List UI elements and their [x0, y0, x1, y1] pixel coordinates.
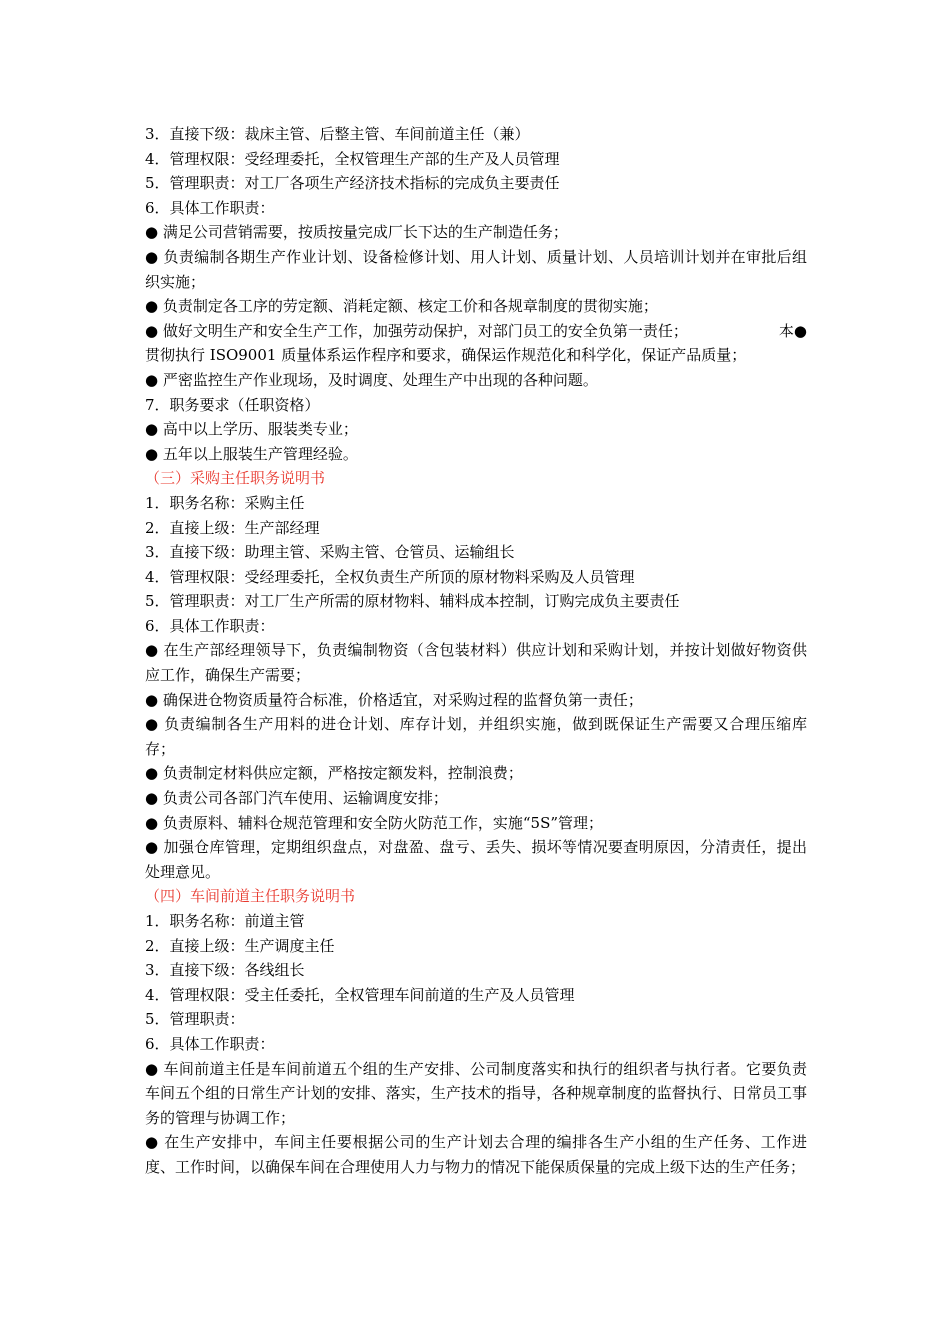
bullet-item: ● 负责公司各部门汽车使用、运输调度安排；: [145, 789, 448, 808]
text-line: 1．职务名称：前道主管: [145, 912, 305, 930]
text-line: 3．直接下级：各线组长: [145, 961, 305, 980]
text-line: 4．管理权限：受主任委托，全权管理车间前道的生产及人员管理: [145, 985, 575, 1004]
section-heading: （三）采购主任职务说明书: [145, 469, 326, 488]
text-line: 6．具体工作职责：: [145, 198, 275, 217]
bullet-item: ● 负责编制各期生产作业计划、设备检修计划、用人计划、质量计划、人员培训计划并在审批后组织实施；: [145, 247, 807, 291]
bullet-item: ● 在生产安排中，车间主任要根据公司的生产计划去合理的编排各生产小组的生产任务、工作进度、工作时间，以确保车间在合理使用人力与物力的情况下能保质保量的完成上级下达的生产任务；: [145, 1133, 807, 1176]
text-line: 1．职务名称：采购主任: [145, 493, 305, 512]
text-line: 2．直接上级：生产调度主任: [145, 936, 335, 955]
text-line: 6．具体工作职责：: [145, 616, 275, 635]
text-line: 2．直接上级：生产部经理: [145, 518, 320, 537]
bullet-item: ● 高中以上学历、服装类专业；: [145, 420, 358, 439]
bullet-item: ● 确保进仓物资质量符合标准，价格适宜，对采购过程的监督负第一责任；: [145, 690, 643, 709]
document-page: [145, 122, 807, 1180]
bullet-item: ● 负责制定材料供应定额，严格按定额发料，控制浪费；: [145, 764, 523, 783]
bullet-item: ● 五年以上服装生产管理经验。: [145, 444, 358, 463]
text-line: 3．直接下级：裁床主管、后整主管、车间前道主任（兼）: [145, 125, 530, 143]
text-line: 5．管理职责：对工厂各项生产经济技术指标的完成负主要责任: [145, 174, 560, 193]
text-line: 4．管理权限：受经理委托，全权管理生产部的生产及人员管理: [145, 149, 560, 168]
text-line: 7．职务要求（任职资格）: [145, 395, 320, 414]
bullet-item: ● 负责原料、辅料仓规范管理和安全防火防范工作，实施“5S”管理；: [145, 813, 604, 832]
bullet-item: ● 满足公司营销需要，按质按量完成厂长下达的生产制造任务；: [145, 223, 568, 242]
text-line: 4．管理权限：受经理委托，全权负责生产所顶的原材物料采购及人员管理: [145, 567, 635, 586]
section-heading: （四）车间前道主任职务说明书: [145, 887, 356, 906]
bullet-item: 贯彻执行 ISO9001 质量体系运作程序和要求，确保运作规范化和科学化，保证产品质量；: [145, 346, 747, 365]
bullet-item: ● 在生产部经理领导下，负责编制物资（含包装材料）供应计划和采购计划，并按计划做好物资供应工作，确保生产需要；: [145, 641, 807, 685]
text-line: 5．管理职责：: [145, 1010, 245, 1029]
bullet-item: ● 加强仓库管理，定期组织盘点，对盘盈、盘亏、丢失、损坏等情况要查明原因，分清责任，提出处理意见。: [145, 838, 807, 881]
bullet-text: ● 做好文明生产和安全生产工作，加强劳动保护，对部门员工的安全负第一责任；: [145, 321, 688, 340]
bullet-item: ● 严密监控生产作业现场，及时调度、处理生产中出现的各种问题。: [145, 370, 598, 389]
bullet-item: [145, 319, 807, 344]
bullet-item: ● 负责编制各生产用料的进仓计划、库存计划，并组织实施，做到既保证生产需要又合理压缩库存；: [145, 715, 807, 758]
bullet-item: ● 车间前道主任是车间前道五个组的生产安排、公司制度落实和执行的组织者与执行者。它要负责车间五个组的日常生产计划的安排、落实，生产技术的指导，各种规章制度的监督执行、日常员工事务的管理与协调工作；: [145, 1059, 807, 1127]
text-line: 3．直接下级：助理主管、采购主管、仓管员、运输组长: [145, 543, 515, 562]
text-line: 5．管理职责：对工厂生产所需的原材物料、辅料成本控制，订购完成负主要责任: [145, 592, 680, 611]
bullet-item: ● 负责制定各工序的劳定额、消耗定额、核定工价和各规章制度的贯彻实施；: [145, 297, 658, 316]
text-line: 6．具体工作职责：: [145, 1034, 275, 1053]
bullet-text-tail: 本●: [778, 321, 807, 340]
